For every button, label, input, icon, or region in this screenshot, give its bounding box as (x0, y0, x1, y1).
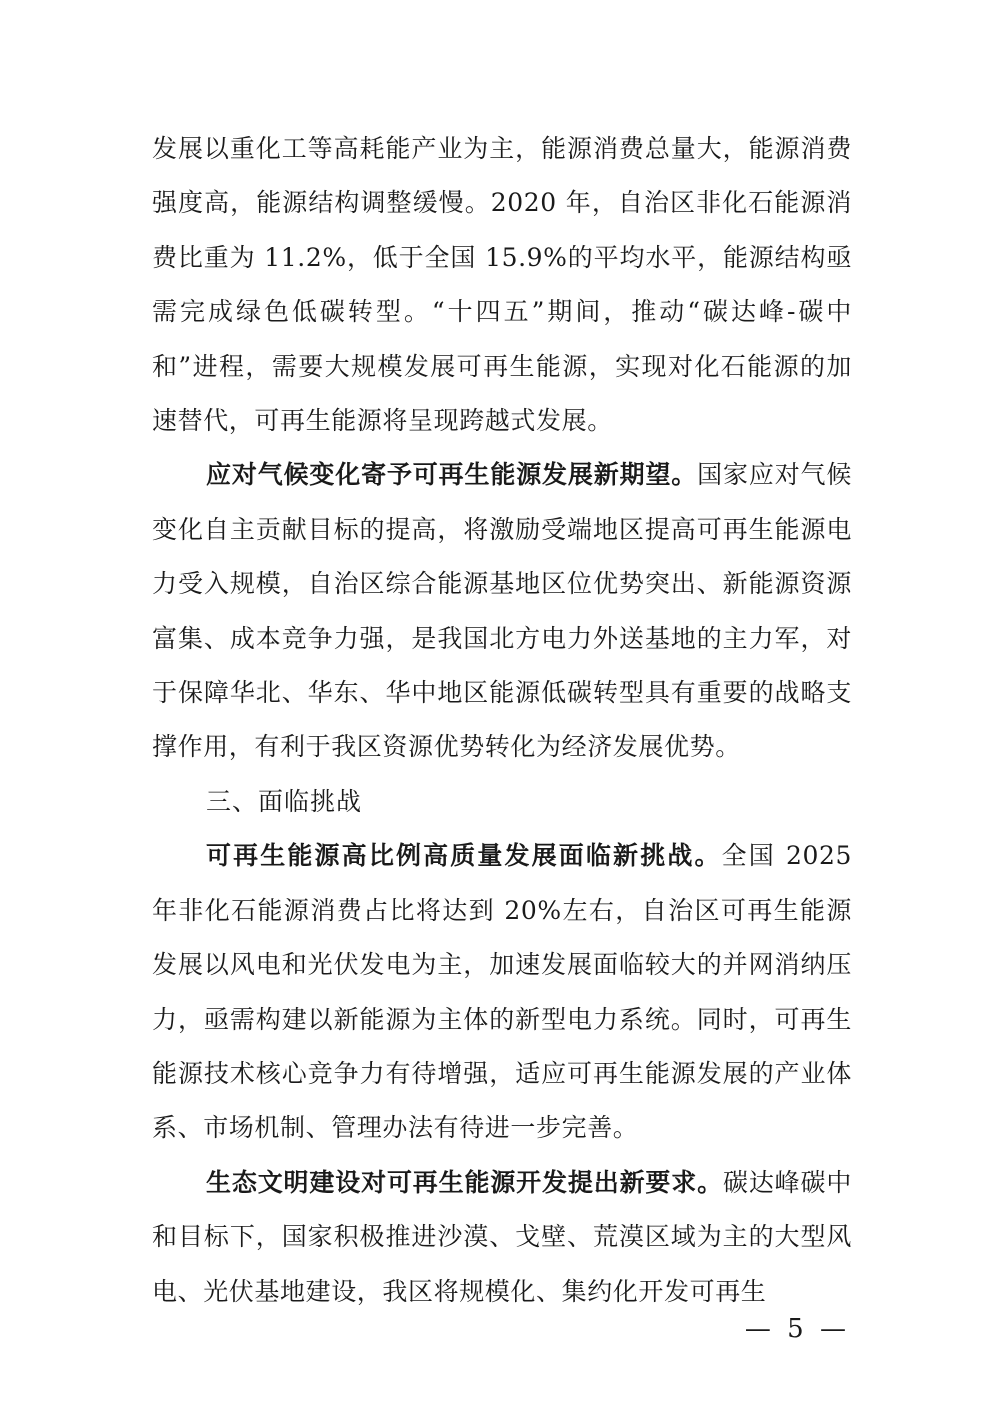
section-heading: 三、面临挑战 (206, 786, 363, 816)
paragraph-ecological-civilization (152, 1156, 852, 1319)
paragraph-lead: 应对气候变化寄予可再生能源发展新期望。 (206, 460, 698, 490)
paragraph-continuation (152, 122, 852, 448)
paragraph-lead: 可再生能源高比例高质量发展面临新挑战。 (206, 841, 722, 871)
paragraph-body: 国家应对气候变化自主贡献目标的提高，将激励受端地区提高可再生能源电力受入规模，自治区综合能源基地区位优势突出、新能源资源富集、成本竞争力强，是我国北方电力外送基地的主力军，对于保障华北、华东、华中地区能源低碳转型具有重要的战略支撑作用，有利于我区资源优势转化为经济发展优势。 (152, 460, 852, 762)
paragraph-body: 碳达峰碳中和目标下，国家积极推进沙漠、戈壁、荒漠区域为主的大型风电、光伏基地建设，我区将规模化、集约化开发可再生 (152, 1167, 852, 1306)
paragraph-lead: 生态文明建设对可再生能源开发提出新要求。 (206, 1167, 723, 1197)
paragraph-body: 全国 2025 年非化石能源消费占比将达到 20%左右，自治区可再生能源发展以风电和光伏发电为主，加速发展面临较大的并网消纳压力，亟需构建以新能源为主体的新型电力系统。同时，可再生能源技术核心竞争力有待增强，适应可再生能源发展的产业体系、市场机制、管理办法有待进一步完善。 (152, 841, 852, 1143)
page-number: — 5 — (744, 1314, 850, 1344)
paragraph-new-challenges (152, 829, 852, 1155)
paragraph-climate-change (152, 448, 852, 774)
paragraph-body: 发展以重化工等高耗能产业为主，能源消费总量大，能源消费强度高，能源结构调整缓慢。2020 年，自治区非化石能源消费比重为 11.2%，低于全国 15.9%的平均水平，能源结构亟需完成绿色低碳转型。“十四五”期间，推动“碳达峰-碳中和”进程，需要大规模发展可再生能源，实现对化石能源的加速替代，可再生能源将呈现跨越式发展。 (152, 134, 852, 436)
body-text (152, 122, 852, 1319)
